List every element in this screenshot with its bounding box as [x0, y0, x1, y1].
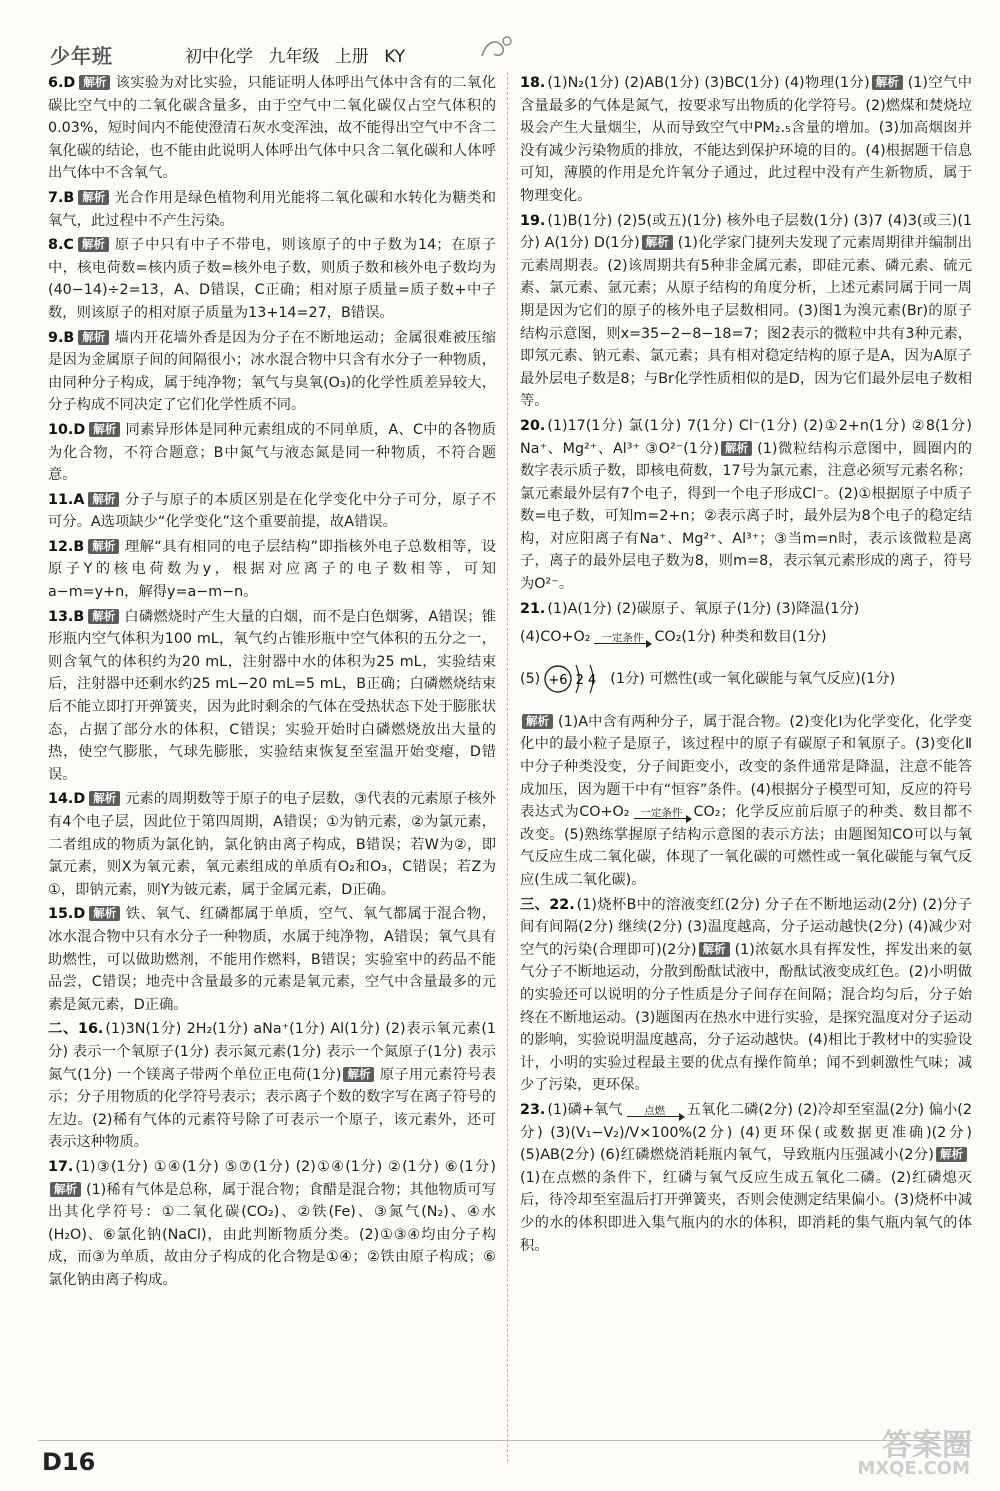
- answer-item: [48, 606, 496, 787]
- part-label: (5): [520, 670, 541, 687]
- analysis-text: 原子用元素符号表示；分子用物质的化学符号表示；表示离子个数的数字写在离子符号的左边。(2)稀有气体的元素符号除了可表示一个原子，该元素外，还可表示这种物质。: [48, 1066, 497, 1151]
- analysis-tag: 解析: [78, 330, 109, 345]
- analysis-tag: 解析: [936, 1147, 967, 1162]
- answer-item: [48, 187, 496, 232]
- analysis-tag: 解析: [872, 75, 903, 90]
- answer-item: [48, 327, 496, 417]
- equation-right: 五氧化二磷(2分) (2)冷却至室温(2分) 偏小(2分) (3)(V₁−V₂)/V×100%(2分) (4)更环保(或数据更准确)(2分) (5)AB(2分) (6)红磷燃烧消耗瓶内氧气，导致瓶内压强减小(2分): [520, 1101, 972, 1164]
- analysis-text: (1)在点燃的条件下，红磷与氧气反应生成五氧化二磷。(2)红磷熄灭后，待冷却至室温后打开弹簧夹，否则会使测定结果偏小。(3)烧杯中减少的水的体积即进入集气瓶内的水的体积，即消耗的集气瓶内氧气的体积。: [520, 1169, 972, 1254]
- question-number: 15.D: [48, 906, 86, 923]
- analysis-tag: 解析: [88, 539, 119, 554]
- question-number: 14.D: [48, 791, 86, 808]
- analysis-tag: 解析: [88, 492, 119, 507]
- analysis-text: (1)稀有气体是总称，属于混合物；食醋是混合物；其他物质可写出其化学符号：①二氧化碳(CO₂)、②铁(Fe)、③氮气(N₂)、④水(H₂O)、⑥氯化钠(NaCl)，由此判断物质分类。(2)①③④均由分子构成，而③为单质，故由分子构成的化合物是①④；②铁由原子构成；⑥氯化钠由离子构成。: [48, 1181, 496, 1288]
- reaction-condition: 一定条件: [640, 807, 683, 820]
- equation-left: (1)磷+氧气: [547, 1101, 623, 1118]
- reaction-arrow: [590, 633, 654, 644]
- answer-item: [520, 711, 972, 892]
- question-number: 三、22.: [520, 896, 575, 913]
- answer-item: [48, 489, 496, 534]
- answer-text: (1)3N(1分) 2H₂(1分) aNa⁺(1分) Al(1分) (2)表示氧元素(1分) 表示一个氧原子(1分) 表示氮元素(1分) 表示一个氮原子(1分) 表示氮气(1分) 一个镁离子带两个单位正电荷(1分): [48, 1021, 497, 1083]
- question-number: 17.: [48, 1158, 74, 1175]
- analysis-tag: 解析: [642, 235, 673, 250]
- answer-item: [520, 72, 972, 208]
- question-number: 19.: [520, 212, 546, 229]
- analysis-tag: 解析: [79, 75, 110, 90]
- arrow-line-icon: [594, 643, 650, 644]
- reaction-arrow: [630, 808, 694, 819]
- answer-item: [520, 659, 972, 701]
- arrow-line-icon: [634, 818, 690, 819]
- equation-left: (4)CO+O₂: [520, 629, 591, 646]
- answer-item: [520, 1099, 972, 1257]
- answer-item: [48, 536, 496, 604]
- answer-text: (1)烧杯B中的溶液变红(2分) 分子在不断地运动(2分) (2)分子间有间隔(2分) 继续(2分) (3)温度越高，分子运动越快(2分) (4)减少对空气的污染(合理即可)(2分): [520, 896, 972, 958]
- decorative-doodle-icon: [478, 32, 514, 62]
- subject-title: 初中化学 九年级 上册 KY: [185, 47, 406, 67]
- question-number: 二、16.: [48, 1021, 104, 1038]
- answer-item: [520, 598, 972, 621]
- equation-right: CO₂(1分) 种类和数目(1分): [654, 629, 827, 646]
- question-number: 23.: [520, 1101, 546, 1118]
- question-number: 9.B: [48, 329, 75, 346]
- answer-text: 元素的周期数等于原子的电子层数，③代表的元素原子核外有4个电子层，因此位于第四周期，A错误；①为钠元素，②为氯元素，二者组成的物质为氯化钠，氯化钠由离子构成，B错误；若W为②，即氯元素，则X为氧元素，氧元素组成的单质有O₂和O₃，C错误；若Z为①，即钠元素，则Y为铍元素，属于金属元素，D正确。: [48, 791, 496, 898]
- arrow-line-icon: [627, 1116, 683, 1117]
- page-number: D16: [42, 1448, 96, 1476]
- analysis-text: (1)化学家门捷列夫发现了元素周期律并编制出元素周期表。(2)该周期共有5种非金属元素，即硅元素、磷元素、硫元素、氯元素、氩元素；从原子结构的角度分析，上述元素同属于同一周期是因为它们的原子的核外电子层数相同。(3)图1为溴元素(Br)的原子结构示意图，则x=35−2−8−18=7；图2表示的微粒中共有3种元素，即氖元素、钠元素、氯元素；具有相对稳定结构的原子是A，因为A原子最外层电子数是8；与Br化学性质相似的是D，因为它们最外层电子数相等。: [520, 235, 972, 410]
- atom-structure-diagram: [540, 659, 610, 699]
- analysis-text: (1)浓氨水具有挥发性，挥发出来的氨气分子不断地运动，分散到酚酞试液中，酚酞试液变成红色。(2)小明做的实验还可以说明的分子性质是分子间存在间隔；混合均匀后，分子始终在不断地运动。(3)题图丙在热水中进行实验，是探究温度对分子运动的影响，实验说明温度越高，分子运动越快。(4)相比于教材中的实验设计，小明的实验过程最主要的优点有操作简单；闻不到刺激性气味；减少了污染，更环保。: [520, 941, 973, 1094]
- analysis-tag: 解析: [699, 942, 730, 957]
- answer-text: (1)③(1分) ①④(1分) ⑤⑦(1分) (2)①④(1分) ②(1分) ⑥(1分): [75, 1158, 496, 1175]
- analysis-tag: 解析: [78, 190, 109, 205]
- answer-item: [520, 415, 972, 596]
- answer-text: 同素异形体是同种元素组成的不同单质，A、C中的各物质为化合物，不符合题意；B中氮气与液态氮是同一种物质，不符合题意。: [48, 421, 496, 484]
- answer-text: (1分) 可燃性(或一氧化碳能与氧气反应)(1分): [610, 670, 896, 687]
- answer-text: 墙内开花墙外香是因为分子在不断地运动；金属很难被压缩是因为金属原子间的间隔很小；冰水混合物中只含有水分子一种物质，由同种分子构成，属于纯净物；氧气与臭氧(O₃)的化学性质差异较大，分子构成不同决定了它们化学性质不同。: [48, 329, 496, 414]
- answer-item: [48, 72, 496, 185]
- analysis-text: (1)空气中含量最多的气体是氮气，按要求写出物质的化学符号。(2)燃煤和焚烧垃圾会产生大量烟尘，从而导致空气中PM₂.₅含量的增加。(3)加高烟囱并没有减少污染物质的排放，不能达到保护环境的目的。(4)根据题干信息可知，薄膜的作用是允许氧分子通过，此过程中没有产生新物质，属于物理变化。: [520, 75, 972, 204]
- watermark-logo: 答案圈: [882, 1428, 972, 1463]
- answer-item: [48, 903, 496, 1016]
- answer-text: 该实验为对比实验，只能证明人体呼出气体中含有的二氧化碳比空气中的二氧化碳含量多，由于空气中二氧化碳仅占空气体积的0.03%，短时间内不能使澄清石灰水变浑浊，故不能得出空气中不含二氧化碳的结论，也不能由此说明人体呼出气体中只含二氧化碳和人体呼出气体中不含氧气。: [48, 75, 496, 182]
- analysis-tag: 解析: [78, 237, 109, 252]
- answer-text: 理解“具有相同的电子层结构”即指核外电子总数相等，设原子Y的核电荷数为y，根据对应离子的电子数相等，可知a−m=y+n，解得y=a−m−n。: [48, 538, 496, 601]
- question-number: 20.: [520, 417, 546, 434]
- answer-item: [520, 210, 972, 413]
- answer-item: [520, 626, 972, 649]
- answer-item: [48, 419, 496, 487]
- analysis-tag: 解析: [50, 1182, 81, 1197]
- analysis-text: CO₂；化学反应前后原子的种类、数目都不改变。(5)熟练掌握原子结构示意图的表示方法；由题图知CO可以与氧气反应生成二氧化碳，体现了一氧化碳的可燃性或一氧化碳能与氧气反应(生成二氧化碳)。: [520, 804, 973, 888]
- analysis-tag: 解析: [88, 609, 119, 624]
- right-column: [520, 72, 972, 1259]
- question-number: 7.B: [48, 189, 75, 206]
- question-number: 10.D: [48, 421, 86, 438]
- answer-text: (1)A(1分) (2)碳原子、氧原子(1分) (3)降温(1分): [547, 600, 860, 617]
- reaction-condition: 一定条件: [601, 632, 644, 645]
- question-number: 6.D: [48, 75, 76, 91]
- answer-item: [48, 1156, 496, 1292]
- shell-electrons: 2 4: [575, 672, 597, 688]
- nucleus-charge: +6: [548, 672, 568, 688]
- reaction-arrow: [623, 1106, 687, 1117]
- brand-logo: 少年班: [50, 44, 113, 68]
- analysis-text: (1)A中含有两种分子，属于混合物。(2)变化Ⅰ为化学变化，化学变化中的最小粒子是原子，该过程中的原子有碳原子和氧原子。(3)变化Ⅱ中分子种类没变，分子间距变小，改变的条件通常是降温，注意不能答成加压，因为题干中有“恒容”条件。(4)根据分子模型可知，反应的符号表达式为CO+O₂: [520, 713, 972, 821]
- question-number: 18.: [520, 75, 546, 91]
- question-number: 12.B: [48, 538, 85, 555]
- question-number: 8.C: [48, 237, 74, 254]
- answer-item: [48, 1018, 496, 1154]
- question-number: 11.A: [48, 491, 85, 508]
- analysis-tag: 解析: [89, 791, 120, 806]
- answer-text: (1)17(1分) 氯(1分) 7(1分) Cl⁻(1分) (2)①2+n(1分) ②8(1分) Na⁺、Mg²⁺、Al³⁺ ③O²⁻(1分): [520, 417, 972, 457]
- column-divider: [507, 72, 508, 1462]
- answer-item: [48, 788, 496, 901]
- answer-text: 分子与原子的本质区别是在化学变化中分子可分，原子不可分。A选项缺少“化学变化”这个重要前提，故A错误。: [48, 491, 496, 531]
- analysis-tag: 解析: [89, 906, 120, 921]
- answer-text: (1)N₂(1分) (2)AB(1分) (3)BC(1分) (4)物理(1分): [547, 75, 870, 91]
- analysis-tag: 解析: [522, 714, 553, 729]
- question-number: 13.B: [48, 608, 85, 625]
- answer-text: (1)B(1分) (2)5(或五)(1分) 核外电子层数(1分) (3)7 (4)3(或三)(1分) A(1分) D(1分): [520, 212, 972, 252]
- left-column: [48, 72, 496, 1293]
- analysis-tag: 解析: [89, 422, 120, 437]
- answer-item: [48, 234, 496, 324]
- page-header: [0, 0, 1000, 68]
- answer-text: 铁、氧气、红磷都属于单质，空气、氧气都属于混合物，冰水混合物中只有水分子一种物质，水属于纯净物，A错误；氧气具有助燃性，可以做助燃剂，不能用作燃料，B错误；实验室中的药品不能品尝，C错误；地壳中含量最多的元素是氧元素，空气中含量最多的元素是氮元素，D正确。: [48, 906, 496, 1013]
- answer-item: [520, 894, 972, 1097]
- answer-text: 光合作用是绿色植物利用光能将二氧化碳和水转化为糖类和氧气，此过程中不产生污染。: [48, 189, 496, 229]
- reaction-condition: 点燃: [644, 1104, 666, 1117]
- question-number: 21.: [520, 600, 546, 617]
- watermark-url: MXQE.COM: [857, 1458, 970, 1479]
- analysis-tag: 解析: [721, 441, 752, 456]
- answer-text: 原子中只有中子不带电，则该原子的中子数为14；在原子中，核电荷数=核内质子数=核外电子数，则质子数和核外电子数均为(40−14)÷2=13，A、D错误，C正确；相对原子质量=质子数+中子数，则该原子的相对原子质量为13+14=27，B错误。: [48, 237, 496, 321]
- answer-text: 白磷燃烧时产生大量的白烟，而不是白色烟雾，A错误；锥形瓶内空气体积为100 mL，氧气约占锥形瓶中空气体积的五分之一，则含氧气的体积约为20 mL，注射器中水的体积为25 mL，实验结束后，注射器中还剩水约25 mL−20 mL=5 mL，B正确；白磷燃烧结束后不能立即打开弹簧夹，因为此时剩余的气体在受热状态下处于膨胀状态，占据了部分水的体积，C错误；实验开始时白磷燃烧放出大量的热，使空气膨胀，气球先膨胀，实验结束恢复至室温开始变瘪，D错误。: [48, 608, 496, 783]
- analysis-tag: 解析: [343, 1067, 374, 1082]
- footer-rule: [38, 1440, 972, 1441]
- analysis-text: (1)微粒结构示意图中，圆圈内的数字表示质子数，即核电荷数，17号为氯元素，注意必须写元素名称；氯元素最外层有7个电子，得到一个电子形成Cl⁻。(2)①根据原子中质子数=电子数，可知m=2+n；②表示离子时，最外层为8个电子的稳定结构，对应阳离子有Na⁺、Mg²⁺、Al³⁺；③当m=n时，表示该微粒是离子，离子的最外层电子数为8，则m=8，表示氧元素形成的离子，符号为O²⁻。: [520, 440, 972, 593]
